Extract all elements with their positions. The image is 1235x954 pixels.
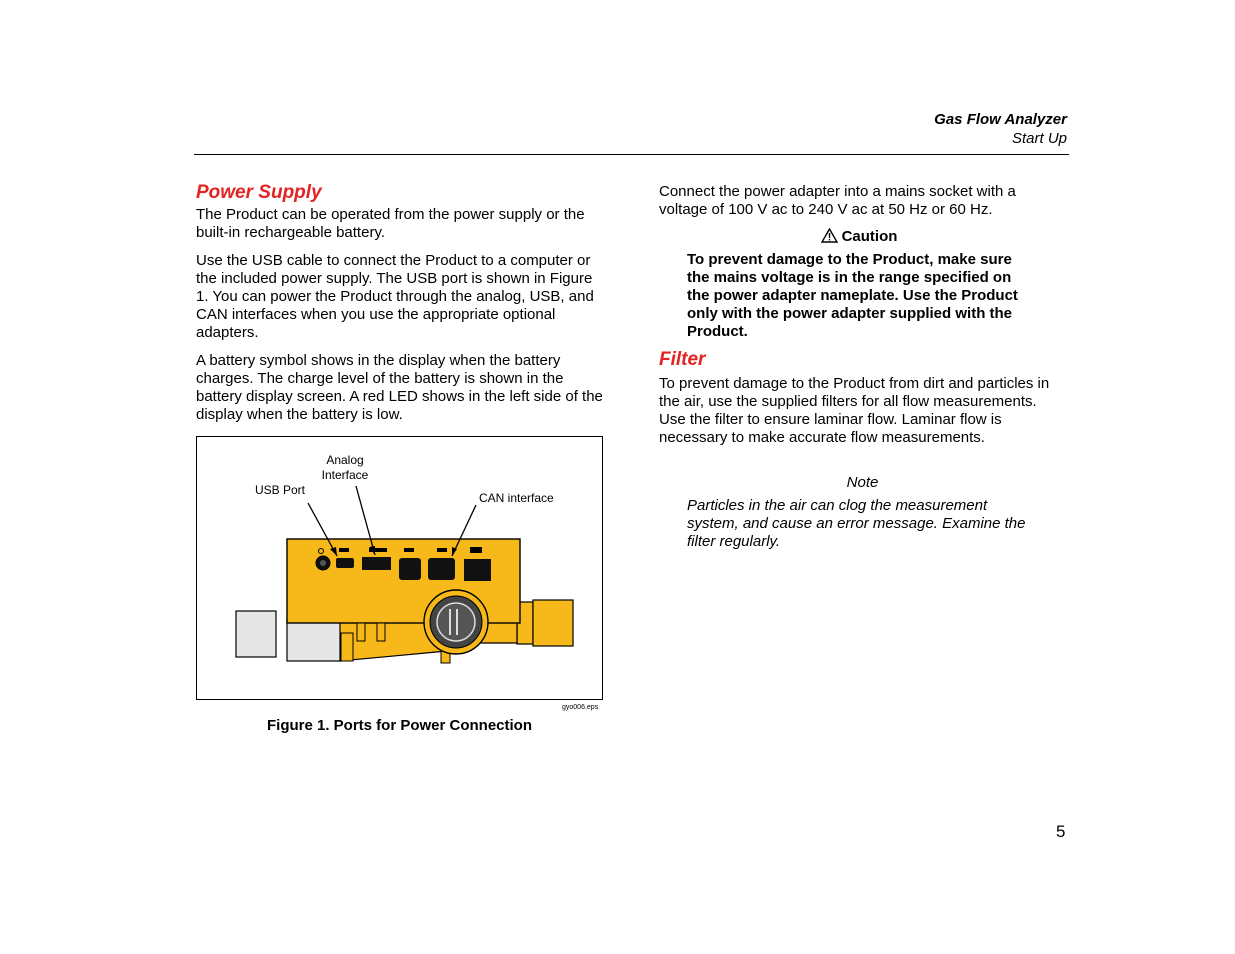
running-header-title: Gas Flow Analyzer: [934, 111, 1067, 128]
port-3: [399, 558, 421, 580]
callout-usb-port: USB Port: [255, 483, 306, 497]
running-header-subtitle: Start Up: [1011, 130, 1067, 147]
note-text: Particles in the air can clog the measurement system, and cause an error message. Examine the filter regularly.: [687, 497, 1026, 550]
usb-port: [336, 558, 354, 568]
right-fitting: [533, 600, 573, 646]
mains-connection-paragraph: Connect the power adapter into a mains socket with a voltage of 100 V ac to 240 V ac at 50 Hz or 60 Hz.: [659, 183, 1016, 218]
left-tube-end: [236, 611, 276, 657]
header-rule: [194, 154, 1069, 155]
caution-label: Caution: [841, 228, 898, 245]
analog-port: [362, 557, 391, 570]
port-label-5: [470, 547, 482, 553]
callout-analog-interface: Analog Interface: [321, 453, 369, 482]
figure-caption: Figure 1. Ports for Power Connection: [266, 717, 533, 734]
caution-text: To prevent damage to the Product, make sure the mains voltage is in the range specified on the power adapter nameplate. Use the Product only with the power adapter supplied with the Product.: [687, 251, 1018, 340]
port-label-3: [404, 548, 414, 552]
power-supply-paragraph-1: The Product can be operated from the power supply or the built-in rechargeable battery.: [196, 206, 585, 241]
page-number: 5: [1056, 822, 1066, 841]
callout-can-interface: CAN interface: [479, 491, 554, 505]
filter-heading: Filter: [659, 349, 706, 370]
clip: [357, 623, 365, 641]
clip: [341, 633, 353, 661]
figure-frame: [196, 436, 603, 700]
filter-paragraph: To prevent damage to the Product from dirt and particles in the air, use the supplied filters for all flow measurements. Use the filter to ensure laminar flow. Laminar flow is necessary to make accurate flow measurements.: [659, 375, 1050, 446]
figure-file-id: gyo006.eps: [562, 704, 599, 711]
power-supply-heading: Power Supply: [196, 182, 322, 203]
power-supply-paragraph-3: A battery symbol shows in the display when the battery charges. The charge level of the battery is shown in the battery display screen. A red LED shows in the left side of the display when the battery is low.: [196, 352, 603, 423]
note-heading: Note: [846, 474, 879, 491]
caution-heading: [659, 228, 1059, 245]
left-column: [196, 181, 606, 424]
left-tube-body: [287, 619, 342, 661]
port-5: [464, 559, 491, 581]
power-jack-inner: [320, 560, 326, 566]
clip: [377, 623, 385, 641]
can-port: [428, 558, 455, 580]
port-label-can: [437, 548, 447, 552]
device-illustration: [197, 437, 602, 699]
warning-triangle-icon: [821, 228, 838, 243]
power-supply-paragraph-2: Use the USB cable to connect the Product to a computer or the included power supply. The USB port is shown in Figure 1. You can power the Product through the analog, USB, and CAN interfaces when you use the appropriate optional adapters.: [196, 252, 594, 341]
port-label-usb: [339, 548, 349, 552]
